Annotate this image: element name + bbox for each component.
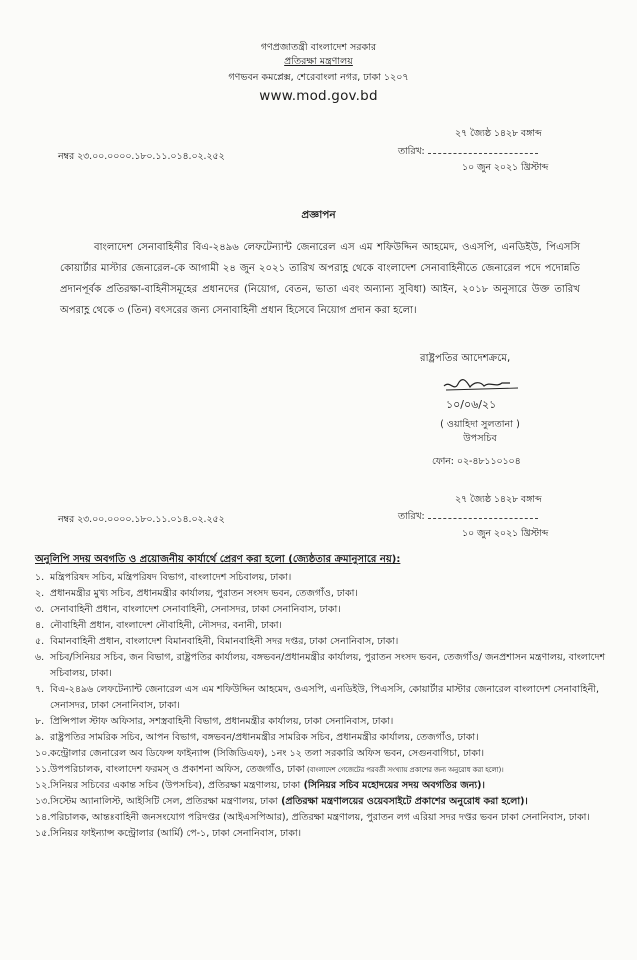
- ministry-address: গণভবন কমপ্লেক্স, শেরেবাংলা নগর, ঢাকা ১২০৭: [228, 72, 409, 83]
- cc-list-item: [35, 634, 615, 650]
- cc-item-number: ৭.: [35, 684, 45, 695]
- cc-item-main-text: পরিচালক, আন্তঃবাহিনী জনসংযোগ পরিদপ্তর (আইএসপিআর), প্রতিরক্ষা মন্ত্রণালয়, পুরাতন লগ এরিয়া সদর দপ্তর ভবন ঢাকা সেনানিবাস, ঢাকা।: [50, 812, 590, 823]
- cc-item-text: [50, 634, 615, 650]
- cc-list-item: [35, 810, 615, 826]
- cc-item-emphasis: (সিনিয়র সচিব মহোদয়ের সদয় অবগতির জন্য)।: [300, 780, 485, 791]
- cc-item-note: (বাংলাদেশ গেজেটের পরবর্তী সংখ্যায় প্রকাশের জন্য অনুরোধ করা হলো)।: [304, 766, 504, 774]
- date-english: ১০ জুন ২০২১ খ্রিস্টাব্দ: [462, 162, 549, 173]
- date-label-2: তারিখ:: [398, 510, 538, 523]
- cc-item-text: [50, 618, 615, 634]
- cc-item-number: ১৫.: [35, 828, 51, 839]
- cc-item-emphasis: (প্রতিরক্ষা মন্ত্রণালয়ের ওয়েবসাইটে প্রকাশের অনুরোধ করা হলো)।: [277, 796, 528, 807]
- cc-list-item: [35, 682, 615, 714]
- cc-item-main-text: মন্ত্রিপরিষদ সচিব, মন্ত্রিপরিষদ বিভাগ, বাংলাদেশ সচিবালয়, ঢাকা।: [50, 572, 292, 583]
- cc-item-main-text: সচিব/সিনিয়র সচিব, জন বিভাগ, রাষ্ট্রপতির কার্যালয়, বঙ্গভবন/প্রধানমন্ত্রীর কার্যালয়, পুরাতন সংসদ ভবন, তেজগাঁও/ জনপ্রশাসন মন্ত্রণালয়, বাংলাদেশ সচিবালয়, ঢাকা।: [50, 652, 606, 679]
- cc-item-text: [50, 826, 615, 842]
- cc-list-item: [35, 730, 615, 746]
- cc-list-item: [35, 746, 615, 762]
- website-link[interactable]: www.mod.gov.bd: [259, 88, 378, 104]
- cc-item-number: ১৪.: [35, 812, 51, 823]
- cc-item-text: [50, 650, 615, 682]
- signatory-name: ( ওয়াহিদা সুলতানা ): [440, 419, 520, 430]
- cc-item-number: ১.: [35, 572, 45, 583]
- cc-item-main-text: সিনিয়র ফাইন্যান্স কন্ট্রোলার (আর্মি) পে-১, ঢাকা সেনানিবাস, ঢাকা।: [50, 828, 302, 839]
- body-text: বাংলাদেশ সেনাবাহিনীর বিএ-২৪৯৬ লেফটেন্যান্ট জেনারেল এস এম শফিউদ্দিন আহমেদ, ওএসপি, এনডিইউ, পিএসসি কোয়ার্টার মাস্টার জেনারেল-কে আগামী ২৪ জুন ২০২১ তারিখ অপরাহ্ণ থেকে বাংলাদেশ সেনাবাহিনীতে জেনারেল পদে পদোন্নতি প্রদানপূর্বক প্রতিরক্ষা-বাহিনীসমূহের প্রধানদের (নিয়োগ, বেতন, ভাতা এবং অন্যান্য সুবিধা) আইন, ২০১৮ অনুসারে উক্ত তারিখ অপরাহ্ণ থেকে ৩ (তিন) বৎসরের জন্য সেনাবাহিনী প্রধান হিসেবে নিয়োগ প্রদান করা হলো।: [60, 242, 580, 316]
- cc-item-text: [50, 746, 615, 762]
- presidents-order-line: রাষ্ট্রপতির আদেশক্রমে,: [420, 353, 511, 364]
- cc-item-text: [50, 586, 615, 602]
- date-bangla: ২৭ জ্যৈষ্ঠ ১৪২৮ বঙ্গাব্দ: [455, 128, 542, 139]
- cc-item-main-text: নৌবাহিনী প্রধান, বাংলাদেশ নৌবাহিনী, নৌসদর, বনানী, ঢাকা।: [50, 620, 282, 631]
- cc-list-item: [35, 602, 615, 618]
- notification-body: [60, 237, 580, 321]
- cc-item-text: [50, 810, 615, 826]
- cc-item-number: ২.: [35, 588, 45, 599]
- cc-item-number: ৩.: [35, 604, 45, 615]
- memo-number-2: নম্বর ২৩.০০.০০০০.১৮০.১১.০১৪.০২.২৫২: [58, 514, 225, 525]
- cc-item-number: ১২.: [35, 780, 51, 791]
- memo-number: নম্বর ২৩.০০.০০০০.১৮০.১১.০১৪.০২.২৫২: [58, 151, 225, 162]
- cc-item-text: [50, 602, 615, 618]
- cc-list-item: [35, 650, 615, 682]
- date-label: তারিখ:: [398, 145, 538, 158]
- signature-date: ১০/০৬/২১: [446, 398, 497, 411]
- signatory-phone: ফোন: ০২-৪৮১১০১০৪: [432, 456, 521, 467]
- cc-item-main-text: সিস্টেম অ্যানালিস্ট, আইসিটি সেল, প্রতিরক্ষা মন্ত্রণালয়, ঢাকা: [50, 796, 278, 807]
- cc-item-text: [50, 778, 615, 794]
- cc-list-item: [35, 570, 615, 586]
- cc-list-item: [35, 714, 615, 730]
- cc-item-number: ৯.: [35, 732, 45, 743]
- cc-item-number: ১৩.: [35, 796, 51, 807]
- cc-item-text: [50, 762, 615, 778]
- cc-list-item: [35, 762, 615, 778]
- cc-item-text: [50, 730, 615, 746]
- cc-item-main-text: সিনিয়র সচিবের একান্ত সচিব (উপসচিব), প্রতিরক্ষা মন্ত্রণালয়, ঢাকা: [50, 780, 301, 791]
- cc-list-item: [35, 618, 615, 634]
- signatory-block: [410, 418, 550, 446]
- date-bangla-2: ২৭ জ্যৈষ্ঠ ১৪২৮ বঙ্গাব্দ: [455, 494, 542, 505]
- cc-list-item: [35, 778, 615, 794]
- cc-item-text: [50, 794, 615, 810]
- cc-item-number: ৮.: [35, 716, 45, 727]
- cc-item-number: ১১.: [35, 764, 51, 775]
- cc-item-main-text: প্রধানমন্ত্রীর মুখ্য সচিব, প্রধানমন্ত্রীর কার্যালয়, পুরাতন সংসদ ভবন, তেজগাঁও, ঢাকা।: [50, 588, 358, 599]
- cc-heading: অনুলিপি সদয় অবগতি ও প্রয়োজনীয় কার্যার্থে প্রেরণ করা হলো (জ্যেষ্ঠতার ক্রমানুসারে নয়):: [35, 554, 401, 565]
- cc-item-main-text: প্রিন্সিপাল স্টাফ অফিসার, সশস্ত্রবাহিনী বিভাগ, প্রধানমন্ত্রীর কার্যালয়, ঢাকা সেনানিবাস, ঢাকা।: [50, 716, 394, 727]
- cc-item-number: ১০.: [35, 748, 51, 759]
- cc-item-main-text: রাষ্ট্রপতির সামরিক সচিব, আপন বিভাগ, বঙ্গভবন/প্রধানমন্ত্রীর সামরিক সচিব, প্রধানমন্ত্রীর কার্যালয়, তেজগাঁও, ঢাকা।: [50, 732, 479, 743]
- cc-item-text: [50, 570, 615, 586]
- cc-item-main-text: সেনাবাহিনী প্রধান, বাংলাদেশ সেনাবাহিনী, সেনাসদর, ঢাকা সেনানিবাস, ঢাকা।: [50, 604, 341, 615]
- cc-item-number: ৪.: [35, 620, 45, 631]
- date-english-2: ১০ জুন ২০২১ খ্রিস্টাব্দ: [462, 528, 549, 539]
- cc-list-item: [35, 794, 615, 810]
- cc-item-main-text: বিএ-২৪৯৬ লেফটেন্যান্ট জেনারেল এস এম শফিউদ্দিন আহমেদ, ওএসপি, এনডিইউ, পিএসসি, কোয়ার্টার মাস্টার জেনারেল বাংলাদেশ সেনাবাহিনী, সেনাসদর, ঢাকা সেনানিবাস, ঢাকা।: [50, 684, 600, 711]
- cc-item-main-text: কন্ট্রোলার জেনারেল অব ডিফেন্স ফাইন্যান্স (সিজিডিএফ), ১নং ১২ তলা সরকারি অফিস ভবন, সেগুনবাগিচা, ঢাকা।: [50, 748, 485, 759]
- cc-list-item: [35, 586, 615, 602]
- cc-list: [35, 570, 615, 842]
- cc-item-number: ৬.: [35, 652, 45, 663]
- cc-item-number: ৫.: [35, 636, 45, 647]
- signature-scribble: [440, 378, 530, 414]
- cc-item-main-text: উপপরিচালক, বাংলাদেশ ফরমস্ ও প্রকাশনা অফিস, তেজগাঁও, ঢাকা: [50, 764, 305, 775]
- signatory-designation: উপসচিব: [463, 433, 497, 444]
- ministry-name: প্রতিরক্ষা মন্ত্রণালয়: [284, 56, 353, 67]
- notification-title: প্রজ্ঞাপন: [301, 209, 336, 221]
- govt-name: গণপ্রজাতন্ত্রী বাংলাদেশ সরকার: [260, 42, 377, 53]
- cc-item-text: [50, 714, 615, 730]
- cc-list-item: [35, 826, 615, 842]
- cc-item-text: [50, 682, 615, 714]
- cc-item-main-text: বিমানবাহিনী প্রধান, বাংলাদেশ বিমানবাহিনী, বিমানবাহিনী সদর দপ্তর, ঢাকা সেনানিবাস, ঢাকা।: [50, 636, 399, 647]
